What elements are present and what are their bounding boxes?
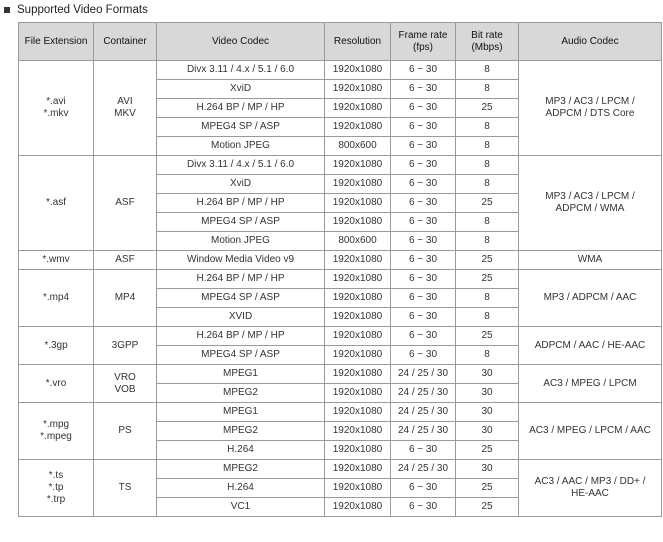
file-extension-cell: *.asf (19, 156, 94, 251)
resolution-cell: 1920x1080 (325, 327, 391, 346)
bit-rate-cell: 8 (456, 137, 519, 156)
frame-rate-cell: 6 ~ 30 (391, 270, 456, 289)
bit-rate-cell: 8 (456, 213, 519, 232)
resolution-cell: 1920x1080 (325, 384, 391, 403)
frame-rate-cell: 6 ~ 30 (391, 308, 456, 327)
video-codec-cell: Window Media Video v9 (157, 251, 325, 270)
audio-codec-cell: MP3 / ADPCM / AAC (519, 270, 662, 327)
video-codec-cell: MPEG2 (157, 460, 325, 479)
table-row (19, 460, 662, 479)
container-cell: AVI MKV (94, 61, 157, 156)
table-row (19, 327, 662, 346)
container-cell: PS (94, 403, 157, 460)
resolution-cell: 1920x1080 (325, 422, 391, 441)
bit-rate-cell: 8 (456, 175, 519, 194)
table-row (19, 365, 662, 384)
header-row (19, 23, 662, 61)
resolution-cell: 1920x1080 (325, 194, 391, 213)
video-codec-cell: Motion JPEG (157, 232, 325, 251)
table-body (19, 61, 662, 517)
audio-codec-cell: MP3 / AC3 / LPCM / ADPCM / DTS Core (519, 61, 662, 156)
header-container: Container (94, 23, 157, 61)
resolution-cell: 1920x1080 (325, 156, 391, 175)
video-codec-cell: Divx 3.11 / 4.x / 5.1 / 6.0 (157, 61, 325, 80)
file-extension-cell: *.avi *.mkv (19, 61, 94, 156)
bit-rate-cell: 8 (456, 80, 519, 99)
frame-rate-cell: 24 / 25 / 30 (391, 422, 456, 441)
file-extension-cell: *.mpg *.mpeg (19, 403, 94, 460)
frame-rate-cell: 6 ~ 30 (391, 498, 456, 517)
video-codec-cell: VC1 (157, 498, 325, 517)
bit-rate-cell: 25 (456, 194, 519, 213)
resolution-cell: 1920x1080 (325, 80, 391, 99)
container-cell: 3GPP (94, 327, 157, 365)
frame-rate-cell: 6 ~ 30 (391, 156, 456, 175)
frame-rate-cell: 24 / 25 / 30 (391, 460, 456, 479)
table-row (19, 251, 662, 270)
frame-rate-cell: 24 / 25 / 30 (391, 365, 456, 384)
header-resolution: Resolution (325, 23, 391, 61)
video-codec-cell: H.264 BP / MP / HP (157, 99, 325, 118)
bit-rate-cell: 8 (456, 308, 519, 327)
video-codec-cell: H.264 BP / MP / HP (157, 270, 325, 289)
frame-rate-cell: 6 ~ 30 (391, 194, 456, 213)
container-cell: ASF (94, 156, 157, 251)
frame-rate-cell: 6 ~ 30 (391, 327, 456, 346)
bit-rate-cell: 25 (456, 498, 519, 517)
resolution-cell: 1920x1080 (325, 289, 391, 308)
frame-rate-cell: 6 ~ 30 (391, 213, 456, 232)
table-row (19, 270, 662, 289)
frame-rate-cell: 6 ~ 30 (391, 289, 456, 308)
file-extension-cell: *.wmv (19, 251, 94, 270)
bit-rate-cell: 25 (456, 270, 519, 289)
bullet-icon (4, 7, 10, 13)
video-codec-cell: H.264 BP / MP / HP (157, 194, 325, 213)
video-codec-cell: H.264 (157, 479, 325, 498)
video-codec-cell: XviD (157, 80, 325, 99)
header-bit-rate: Bit rate (Mbps) (456, 23, 519, 61)
frame-rate-cell: 24 / 25 / 30 (391, 403, 456, 422)
resolution-cell: 1920x1080 (325, 251, 391, 270)
frame-rate-cell: 6 ~ 30 (391, 479, 456, 498)
resolution-cell: 1920x1080 (325, 175, 391, 194)
video-codec-cell: MPEG1 (157, 403, 325, 422)
file-extension-cell: *.mp4 (19, 270, 94, 327)
audio-codec-cell: AC3 / MPEG / LPCM (519, 365, 662, 403)
bit-rate-cell: 8 (456, 346, 519, 365)
bit-rate-cell: 30 (456, 384, 519, 403)
table-row (19, 403, 662, 422)
resolution-cell: 1920x1080 (325, 61, 391, 80)
frame-rate-cell: 6 ~ 30 (391, 441, 456, 460)
video-codec-cell: MPEG4 SP / ASP (157, 346, 325, 365)
bit-rate-cell: 8 (456, 118, 519, 137)
video-codec-cell: MPEG2 (157, 384, 325, 403)
resolution-cell: 1920x1080 (325, 441, 391, 460)
bit-rate-cell: 25 (456, 441, 519, 460)
video-codec-cell: MPEG4 SP / ASP (157, 118, 325, 137)
resolution-cell: 800x600 (325, 232, 391, 251)
bit-rate-cell: 8 (456, 156, 519, 175)
header-video-codec: Video Codec (157, 23, 325, 61)
bit-rate-cell: 30 (456, 460, 519, 479)
audio-codec-cell: AC3 / AAC / MP3 / DD+ / HE-AAC (519, 460, 662, 517)
header-file-extension: File Extension (19, 23, 94, 61)
video-codec-cell: H.264 BP / MP / HP (157, 327, 325, 346)
video-codec-cell: Motion JPEG (157, 137, 325, 156)
bit-rate-cell: 25 (456, 479, 519, 498)
resolution-cell: 1920x1080 (325, 403, 391, 422)
table-row (19, 156, 662, 175)
resolution-cell: 1920x1080 (325, 308, 391, 327)
resolution-cell: 1920x1080 (325, 365, 391, 384)
video-codec-cell: MPEG4 SP / ASP (157, 289, 325, 308)
video-codec-cell: H.264 (157, 441, 325, 460)
frame-rate-cell: 6 ~ 30 (391, 137, 456, 156)
header-audio-codec: Audio Codec (519, 23, 662, 61)
resolution-cell: 1920x1080 (325, 479, 391, 498)
container-cell: VRO VOB (94, 365, 157, 403)
resolution-cell: 800x600 (325, 137, 391, 156)
resolution-cell: 1920x1080 (325, 460, 391, 479)
video-codec-cell: XVID (157, 308, 325, 327)
frame-rate-cell: 6 ~ 30 (391, 251, 456, 270)
bit-rate-cell: 8 (456, 289, 519, 308)
audio-codec-cell: MP3 / AC3 / LPCM / ADPCM / WMA (519, 156, 662, 251)
bit-rate-cell: 8 (456, 61, 519, 80)
bit-rate-cell: 25 (456, 251, 519, 270)
resolution-cell: 1920x1080 (325, 213, 391, 232)
bit-rate-cell: 25 (456, 99, 519, 118)
resolution-cell: 1920x1080 (325, 118, 391, 137)
section-heading (4, 1, 148, 19)
video-codec-cell: MPEG1 (157, 365, 325, 384)
audio-codec-cell: WMA (519, 251, 662, 270)
video-codec-cell: XviD (157, 175, 325, 194)
frame-rate-cell: 6 ~ 30 (391, 99, 456, 118)
bit-rate-cell: 30 (456, 365, 519, 384)
supported-video-formats-table (18, 22, 662, 517)
heading-text: Supported Video Formats (17, 4, 148, 16)
bit-rate-cell: 25 (456, 327, 519, 346)
video-codec-cell: MPEG2 (157, 422, 325, 441)
file-extension-cell: *.ts *.tp *.trp (19, 460, 94, 517)
resolution-cell: 1920x1080 (325, 99, 391, 118)
frame-rate-cell: 6 ~ 30 (391, 61, 456, 80)
resolution-cell: 1920x1080 (325, 346, 391, 365)
video-codec-cell: Divx 3.11 / 4.x / 5.1 / 6.0 (157, 156, 325, 175)
bit-rate-cell: 30 (456, 422, 519, 441)
video-codec-cell: MPEG4 SP / ASP (157, 213, 325, 232)
audio-codec-cell: ADPCM / AAC / HE-AAC (519, 327, 662, 365)
bit-rate-cell: 8 (456, 232, 519, 251)
table-row (19, 61, 662, 80)
frame-rate-cell: 6 ~ 30 (391, 346, 456, 365)
header-frame-rate: Frame rate (fps) (391, 23, 456, 61)
resolution-cell: 1920x1080 (325, 270, 391, 289)
container-cell: TS (94, 460, 157, 517)
frame-rate-cell: 6 ~ 30 (391, 80, 456, 99)
frame-rate-cell: 6 ~ 30 (391, 118, 456, 137)
file-extension-cell: *.3gp (19, 327, 94, 365)
file-extension-cell: *.vro (19, 365, 94, 403)
bit-rate-cell: 30 (456, 403, 519, 422)
container-cell: ASF (94, 251, 157, 270)
resolution-cell: 1920x1080 (325, 498, 391, 517)
audio-codec-cell: AC3 / MPEG / LPCM / AAC (519, 403, 662, 460)
frame-rate-cell: 6 ~ 30 (391, 232, 456, 251)
container-cell: MP4 (94, 270, 157, 327)
frame-rate-cell: 6 ~ 30 (391, 175, 456, 194)
frame-rate-cell: 24 / 25 / 30 (391, 384, 456, 403)
